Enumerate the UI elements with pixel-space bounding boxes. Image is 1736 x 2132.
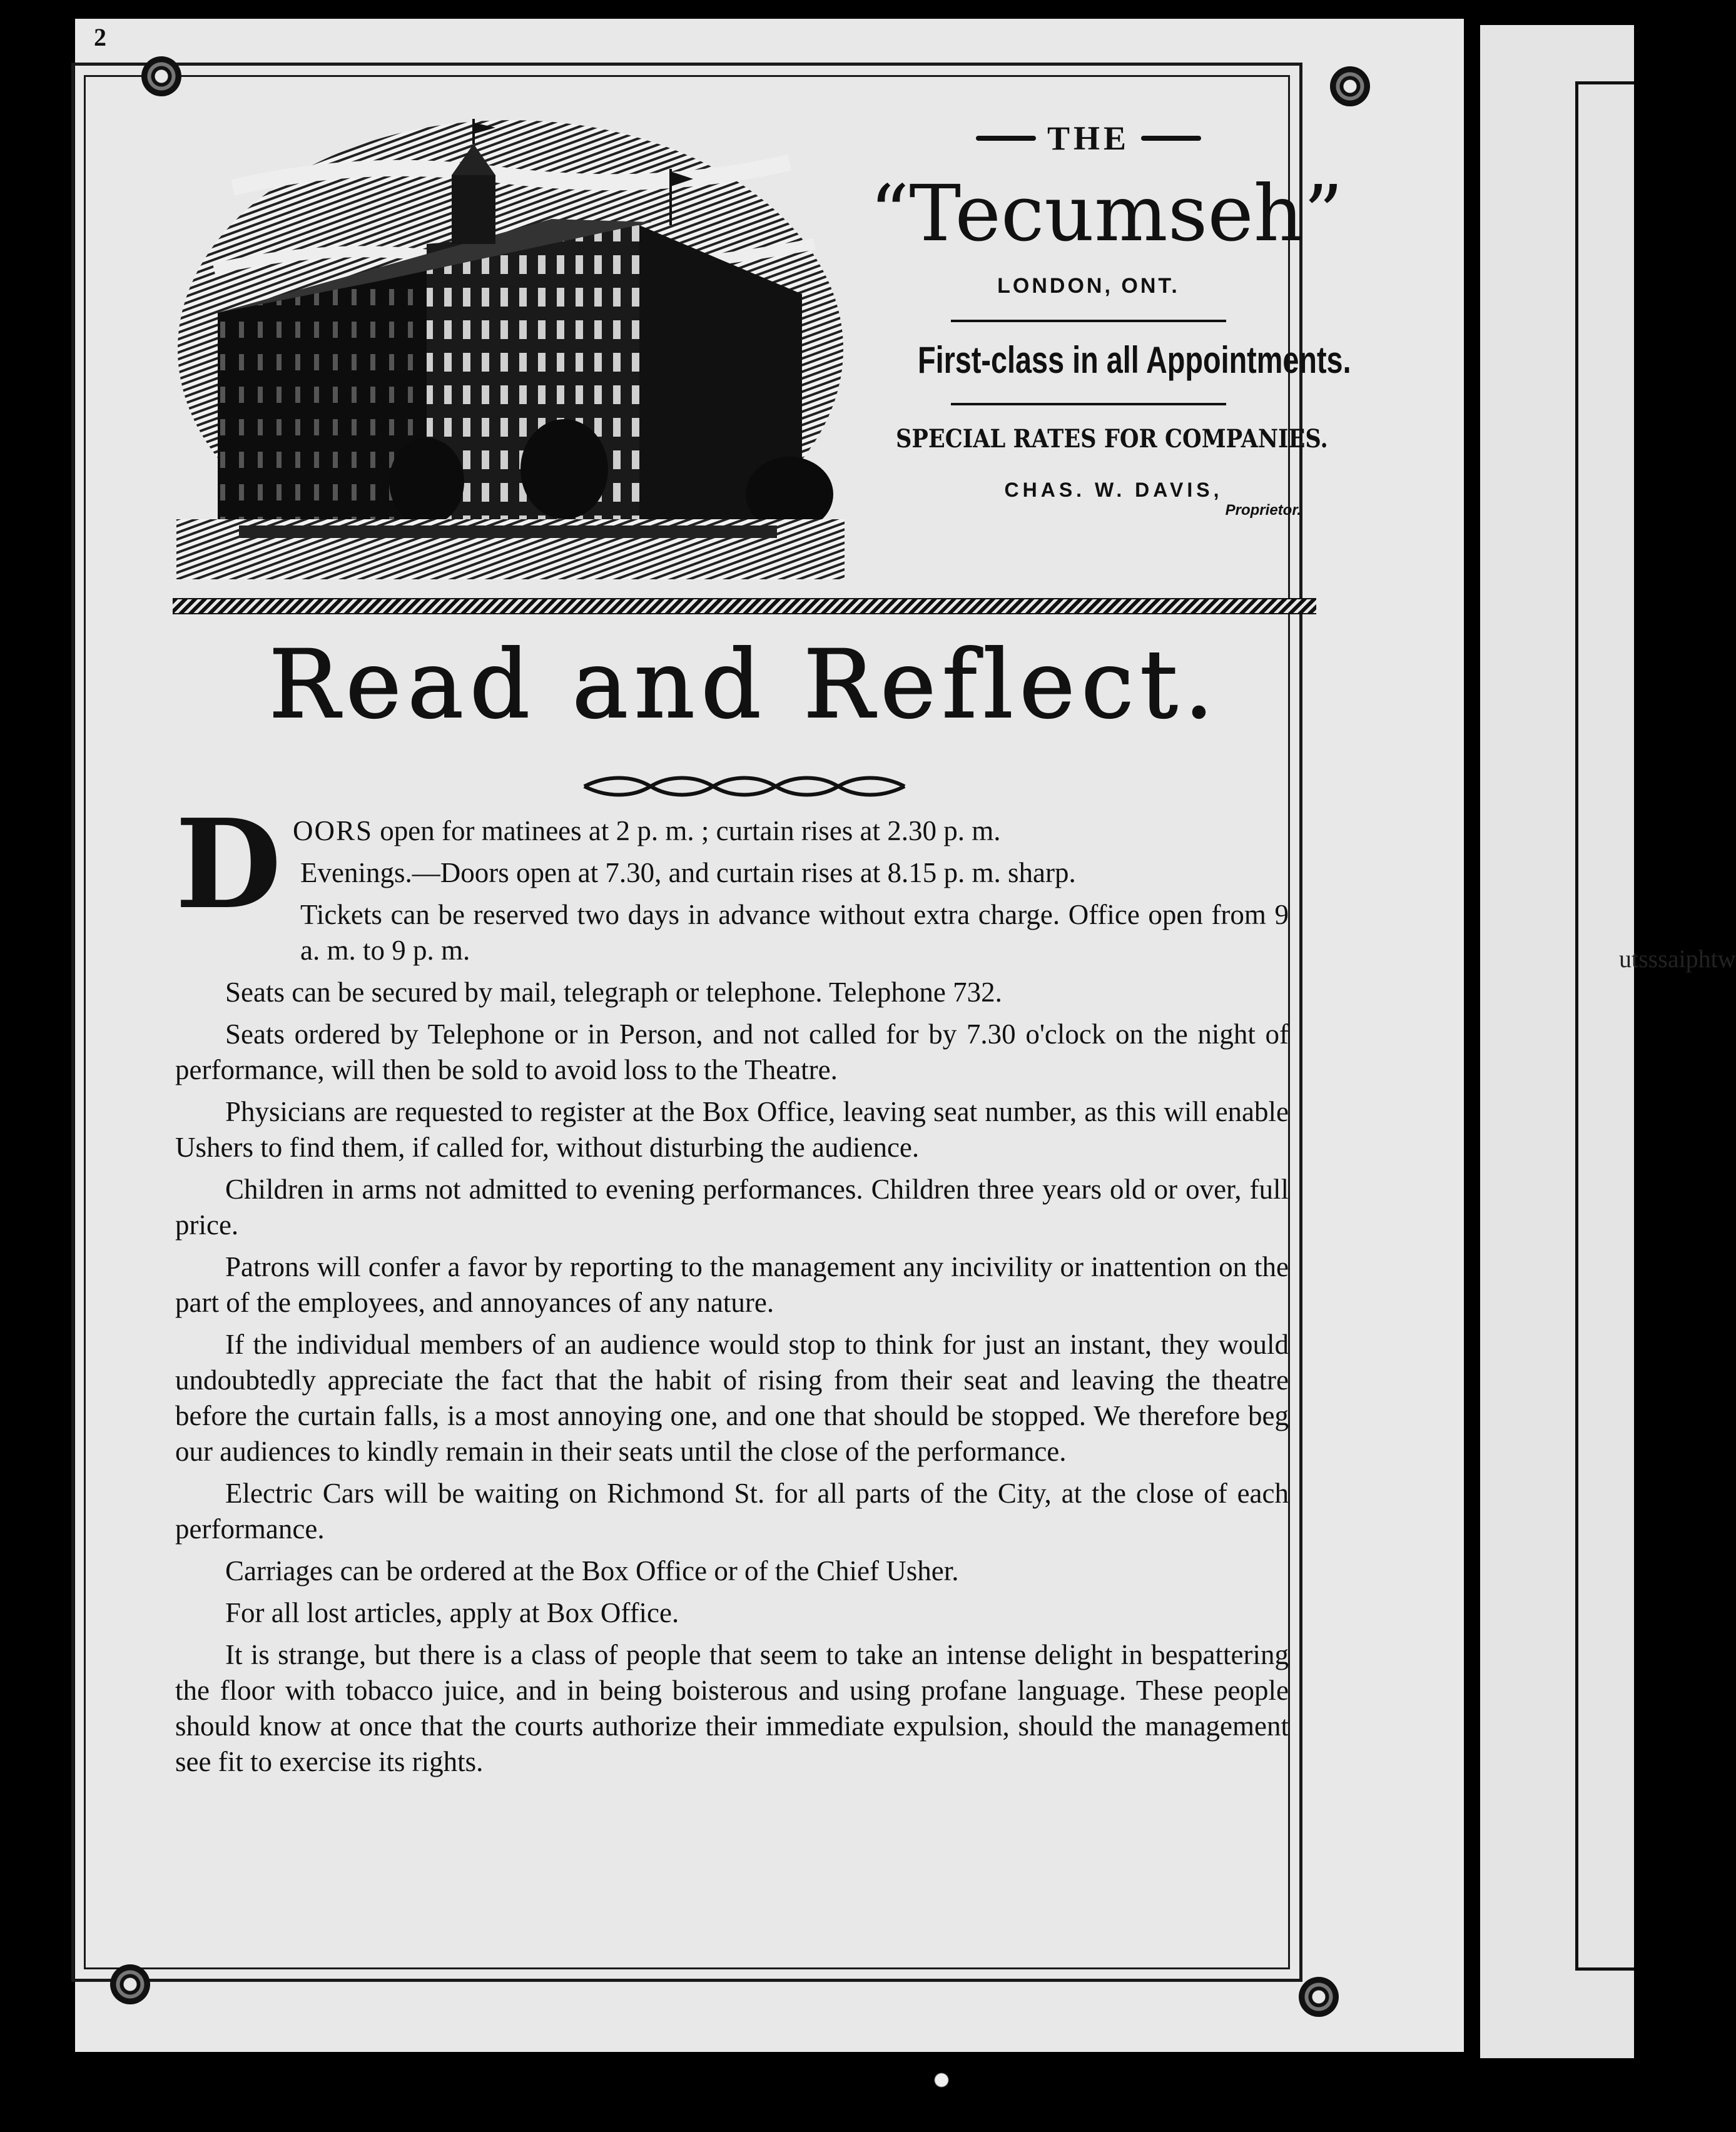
ad-the: THE — [1047, 119, 1130, 157]
wave-ornament-icon — [582, 773, 907, 800]
rule-paragraph: Children in arms not admitted to evening performances. Children three years old or over, full price. — [175, 1174, 1289, 1241]
rule-paragraph: It is strange, but there is a class of people that seem to take an intense delight in bespattering the floor with tobacco juice, and in being boisterous and using profane language. These people should know at once that the courts authorize their immediate expulsion, should the management see fit to exercise its rights. — [175, 1639, 1289, 1777]
adjacent-page-border-top — [1575, 81, 1634, 84]
flourish-icon — [1141, 136, 1201, 141]
rule-paragraph: If the individual members of an audience would stop to think for just an instant, they would undoubtedly appreciate the fact that the habit of rising from their seat and leaving the theatre before the curtain falls, is a most annoying one, and one that should be stopped. We therefore beg our audiences to kindly remain in their seats until the close of the performance. — [175, 1329, 1289, 1467]
theatre-rules — [175, 793, 1289, 1786]
rule-paragraph: Carriages can be ordered at the Box Office or of the Chief Usher. — [225, 1555, 959, 1586]
rule-paragraph: Seats can be secured by mail, telegraph or telephone. Telephone 732. — [225, 977, 1002, 1008]
adjacent-page-border — [1575, 81, 1578, 1971]
hotel-engraving — [176, 119, 845, 579]
rule-text: open for matinees at 2 p. m. ; curtain rises at 2.30 p. m. — [373, 815, 1001, 846]
corner-rosette-icon — [141, 56, 181, 96]
flourish-icon — [976, 136, 1036, 141]
rope-divider — [173, 598, 1316, 614]
scan-artifact — [920, 2064, 963, 2096]
hotel-name: “Tecumseh” — [870, 169, 1344, 259]
rule-text: OORS — [292, 815, 373, 846]
drop-cap: D — [175, 793, 282, 937]
page-title: Read and Reflect. — [268, 631, 1221, 739]
rule-paragraph: Evenings.—Doors open at 7.30, and curtain rises at 8.15 p. m. sharp. — [300, 857, 1076, 888]
proprietor-title: Proprietor. — [1225, 502, 1301, 519]
rule-paragraph: For all lost articles, apply at Box Office. — [225, 1597, 679, 1628]
hotel-advertisement — [870, 119, 1351, 519]
rule-paragraph: Electric Cars will be waiting on Richmond St. for all parts of the City, at the close of each performance. — [175, 1478, 1289, 1545]
ad-the-line — [870, 119, 1307, 158]
ad-divider — [951, 320, 1226, 322]
corner-rosette-icon — [1330, 66, 1370, 106]
rule-paragraph: Patrons will confer a favor by reporting to the management any incivility or inattention on the part of the employees, and annoyances of any nature. — [175, 1251, 1289, 1318]
rule-paragraph: Physicians are requested to register at the Box Office, leaving seat number, as this will enable Ushers to find them, if called for, without disturbing the audience. — [175, 1096, 1289, 1163]
hotel-rates: SPECIAL RATES FOR COMPANIES. — [896, 424, 1328, 454]
adjacent-page-border-bottom — [1575, 1967, 1634, 1971]
adjacent-page-text: utsssaiphtw — [1619, 945, 1736, 973]
rule-paragraph: Seats ordered by Telephone or in Person, and not called for by 7.30 o'clock on the night of performance, will then be sold to avoid loss to the Theatre. — [175, 1018, 1289, 1085]
rule-paragraph: Tickets can be reserved two days in advance without extra charge. Office open from 9 a. m. to 9 p. m. — [300, 899, 1289, 966]
hotel-tagline: First-class in all Appointments. — [918, 339, 1351, 382]
adjacent-page — [1480, 25, 1736, 2058]
ad-divider — [951, 403, 1226, 405]
corner-rosette-icon — [1299, 1977, 1339, 2017]
hotel-proprietor: CHAS. W. DAVIS, — [1004, 479, 1223, 502]
hotel-location: LONDON, ONT. — [997, 274, 1180, 298]
page-number: 2 — [94, 23, 106, 51]
corner-rosette-icon — [110, 1964, 150, 2004]
